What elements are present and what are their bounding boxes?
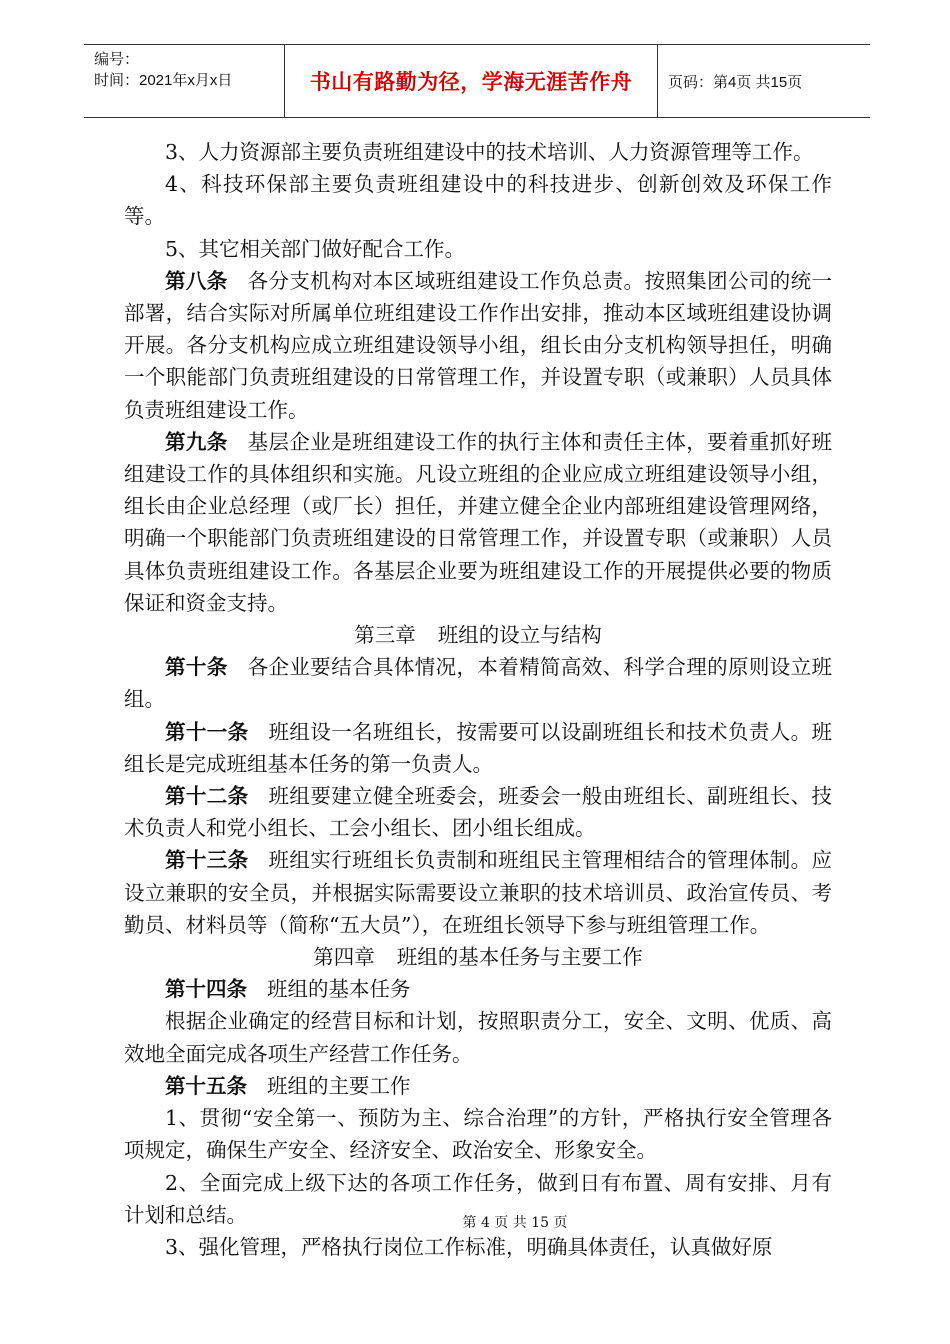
article-label: 第十二条 [165, 784, 249, 809]
document-number-label: 编号： [94, 51, 140, 68]
header-motto: 书山有路勤为径，学海无涯苦作舟 [284, 45, 658, 117]
article-label: 第十三条 [165, 848, 249, 873]
paragraph-text: 5、其它相关部门做好配合工作。 [165, 236, 466, 261]
paragraph-text: 根据企业确定的经营目标和计划，按照职责分工，安全、文明、优质、高效地全面完成各项生产经营工作任务。 [124, 1009, 832, 1066]
paragraph-text: 各企业要结合具体情况，本着精简高效、科学合理的原则设立班组。 [124, 655, 833, 712]
article-label: 第十四条 [165, 977, 247, 1002]
paragraph [124, 168, 832, 232]
article-11 [124, 716, 832, 780]
paragraph [124, 1005, 832, 1069]
paragraph-text: 3、强化管理，严格执行岗位工作标准，明确具体责任，认真做好原 [165, 1234, 773, 1259]
paragraph-text: 班组设一名班组长，按需要可以设副班组长和技术负责人。班组长是完成班组基本任务的第一负责人。 [124, 719, 833, 776]
header-meta [84, 45, 284, 117]
paragraph-text: 1、贯彻“安全第一、预防为主、综合治理”的方针，严格执行安全管理各项规定，确保生产安全、经济安全、政治安全、形象安全。 [124, 1106, 832, 1163]
article-12 [124, 780, 832, 844]
chapter-number: 第四章 [313, 945, 375, 970]
paragraph-text: 各分支机构对本区域班组建设工作负总责。按照集团公司的统一部署，结合实际对所属单位班组建设工作作出安排，推动本区域班组建设协调开展。各分支机构应成立班组建设领导小组，组长由分支机构领导担任，明确一个职能部门负责班组建设的日常管理工作，并设置专职（或兼职）人员具体负责班组建设工作。 [124, 268, 833, 422]
document-body [124, 136, 832, 1263]
article-label: 第十一条 [165, 719, 249, 744]
document-time-label: 时间：2021年x月x日 [94, 72, 233, 89]
article-14 [124, 973, 832, 1005]
paragraph-text: 4、科技环保部主要负责班组建设中的科技进步、创新创效及环保工作等。 [124, 172, 832, 229]
paragraph-text: 班组实行班组长负责制和班组民主管理相结合的管理体制。应设立兼职的安全员，并根据实际需要设立兼职的技术培训员、政治宣传员、考勤员、材料员等（简称“五大员”），在班组长领导下参与班组管理工作。 [124, 848, 833, 937]
article-9 [124, 426, 832, 619]
paragraph [124, 1231, 832, 1263]
article-label: 第八条 [165, 268, 228, 293]
article-8 [124, 265, 832, 426]
paragraph-text: 班组的主要工作 [267, 1073, 411, 1098]
article-13 [124, 844, 832, 941]
chapter-title: 班组的设立与结构 [437, 623, 602, 648]
paragraph-text: 3、人力资源部主要负责班组建设中的技术培训、人力资源管理等工作。 [165, 140, 814, 164]
paragraph [124, 1102, 832, 1166]
paragraph [124, 136, 832, 168]
article-label: 第九条 [165, 429, 228, 454]
paragraph-text: 2、全面完成上级下达的各项工作任务，做到日有布置、周有安排、月有计划和总结。 [124, 1170, 832, 1227]
page-footer: 第 4 页 共 15 页 [462, 1215, 568, 1231]
article-15 [124, 1070, 832, 1102]
chapter-heading-3 [124, 619, 832, 651]
article-label: 第十条 [165, 655, 228, 680]
paragraph-text: 班组要建立健全班委会，班委会一般由班组长、副班组长、技术负责人和党小组长、工会小组长、团小组长组成。 [124, 784, 833, 841]
header-page-info: 页码：第4页 共15页 [668, 73, 803, 91]
article-10 [124, 651, 832, 715]
chapter-number: 第三章 [354, 623, 416, 648]
paragraph [124, 233, 832, 265]
article-label: 第十五条 [165, 1073, 247, 1098]
chapter-title: 班组的基本任务与主要工作 [396, 945, 643, 970]
chapter-heading-4 [124, 941, 832, 973]
page-header [84, 44, 870, 118]
paragraph-text: 基层企业是班组建设工作的执行主体和责任主体，要着重抓好班组建设工作的具体组织和实施。凡设立班组的企业应成立班组建设领导小组，组长由企业总经理（或厂长）担任，并建立健全企业内部班组建设管理网络，明确一个职能部门负责班组建设的日常管理工作，并设置专职（或兼职）人员具体负责班组建设工作。各基层企业要为班组建设工作的开展提供必要的物质保证和资金支持。 [124, 429, 833, 615]
paragraph-text: 班组的基本任务 [267, 977, 411, 1002]
